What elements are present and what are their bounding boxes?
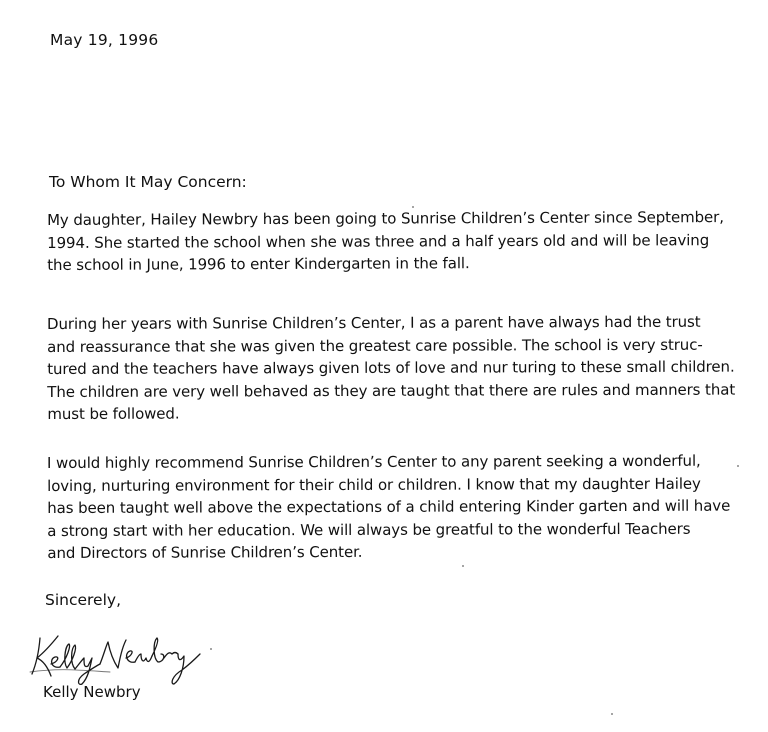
scan-speck bbox=[210, 648, 212, 650]
paragraph-line: and Directors of Sunrise Children’s Center. bbox=[47, 542, 363, 562]
signer-name: Kelly Newbry bbox=[43, 683, 141, 701]
paragraph-line: tured and the teachers have always given lots of love and nur turing to these small children. bbox=[47, 357, 735, 378]
paragraph-line: must be followed. bbox=[47, 404, 180, 423]
paragraph-line: During her years with Sunrise Children’s Center, I as a parent have always had the trust bbox=[47, 312, 701, 333]
handwritten-signature bbox=[18, 628, 208, 688]
paragraph-line: a strong start with her education. We will always be greatful to the wonderful Teachers bbox=[47, 519, 691, 540]
paragraph-line: The children are very well behaved as they are taught that there are rules and manners that bbox=[47, 380, 736, 401]
paragraph-line: the school in June, 1996 to enter Kindergarten in the fall. bbox=[47, 254, 470, 274]
scan-speck bbox=[462, 565, 464, 567]
paragraph-2 bbox=[47, 311, 736, 426]
paragraph-line: 1994. She started the school when she was three and a half years old and will be leaving bbox=[47, 230, 710, 252]
letter-date: May 19, 1996 bbox=[50, 31, 159, 49]
paragraph-line: loving, nurturing environment for their child or children. I know that my daughter Hailey bbox=[47, 474, 701, 495]
paragraph-line: has been taught well above the expectations of a child entering Kinder garten and will have bbox=[47, 496, 731, 517]
scan-speck bbox=[412, 206, 414, 208]
paragraph-line: I would highly recommend Sunrise Children’s Center to any parent seeking a wonderful, bbox=[47, 451, 701, 472]
closing: Sincerely, bbox=[45, 591, 122, 609]
salutation: To Whom It May Concern: bbox=[49, 173, 247, 191]
scan-speck bbox=[611, 713, 613, 715]
paragraph-line: My daughter, Hailey Newbry has been going to Sunrise Children’s Center since September, bbox=[47, 208, 724, 229]
paragraph-line: and reassurance that she was given the greatest care possible. The school is very struc- bbox=[47, 335, 703, 356]
paragraph-1 bbox=[47, 206, 727, 276]
paragraph-3 bbox=[47, 450, 731, 565]
scan-speck bbox=[737, 465, 739, 467]
